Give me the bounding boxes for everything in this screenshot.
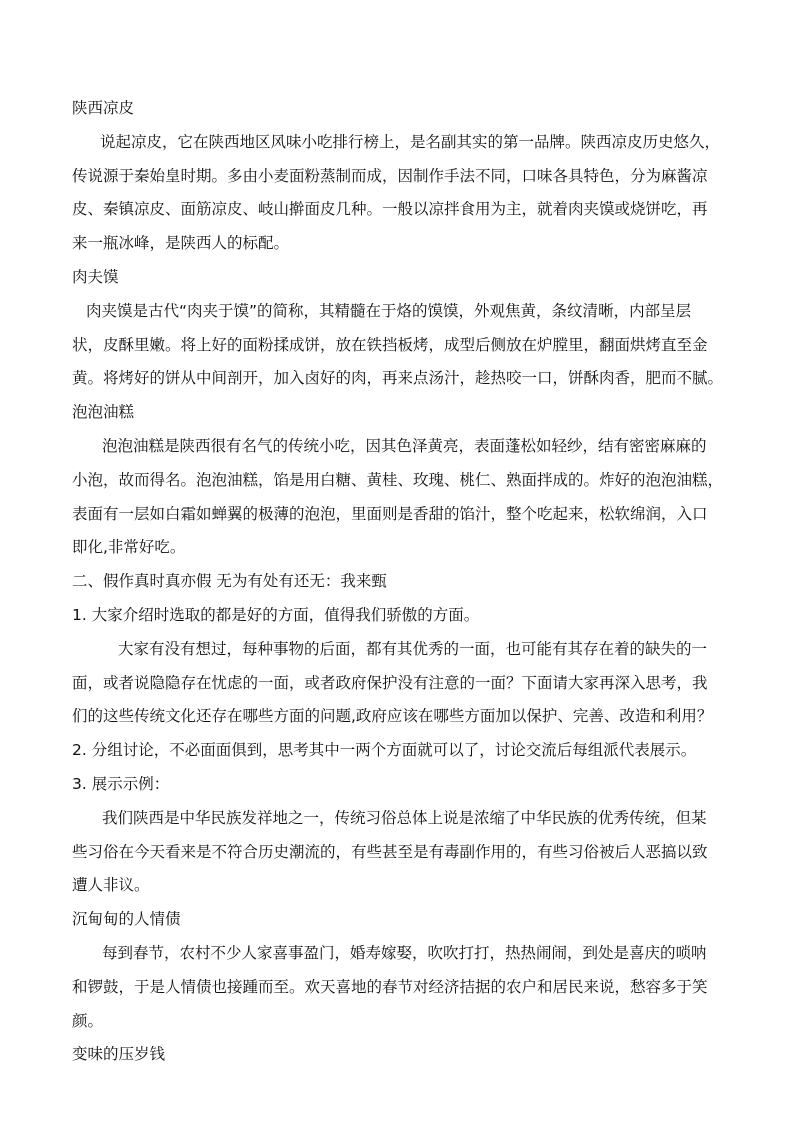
paragraph-line: 来一瓶冰峰，是陕西人的标配。 (72, 234, 290, 253)
section-heading-liangpi: 陕西凉皮 (72, 99, 135, 117)
paragraph-line: 大家有没有想过，每种事物的后面，都有其优秀的一面，也可能有其存在着的缺失的一 (118, 639, 708, 658)
paragraph-line: 颜。 (72, 1011, 104, 1030)
paragraph-line: 面，或者说隐隐存在忧虑的一面，或者政府保护没有注意的一面？下面请大家再深入思考，我 (72, 673, 708, 692)
section-heading-yasuiqian: 变味的压岁钱 (72, 1045, 166, 1064)
list-item-1: 1. 大家介绍时选取的都是好的方面，值得我们骄傲的方面。 (72, 605, 480, 624)
paragraph-line: 黄。将烤好的饼从中间剖开，加入卤好的肉，再来点汤汁，趁热咬一口，饼酥肉香，肥而不腻。 (72, 369, 724, 388)
paragraph-line: 状，皮酥里嫩。将上好的面粉揉成饼，放在铁挡板烤，成型后侧放在炉膛里，翻面烘烤直至金 (72, 335, 708, 354)
paragraph-line: 说起凉皮，它在陕西地区风味小吃排行榜上，是名副其实的第一品牌。陕西凉皮历史悠久， (100, 132, 721, 151)
paragraph-line: 我们陕西是中华民族发祥地之一，传统习俗总体上说是浓缩了中华民族的优秀传统，但某 (102, 808, 707, 827)
paragraph-line: 和锣鼓，于是人情债也接踵而至。欢天喜地的春节对经济拮据的农户和居民来说，愁容多于笑 (72, 977, 708, 996)
paragraph-line: 们的这些传统文化还存在哪些方面的问题,政府应该在哪些方面加以保护、完善、改造和利用？ (72, 707, 713, 726)
part-two-heading: 二、假作真时真亦假 无为有处有还无：我来甄 (72, 572, 387, 591)
list-item-2: 2. 分组讨论，不必面面俱到，思考其中一两个方面就可以了，讨论交流后每组派代表展示。 (72, 741, 697, 760)
document-body (72, 92, 728, 1072)
paragraph-line: 表面有一层如白霜如蝉翼的极薄的泡泡，里面则是香甜的馅汁，整个吃起来，松软绵润，入口 (72, 504, 708, 523)
list-item-3: 3. 展示示例： (72, 774, 170, 793)
paragraph-line: 皮、秦镇凉皮、面筋凉皮、岐山擀面皮几种。一般以凉拌食用为主，就着肉夹馍或烧饼吃，再 (72, 200, 708, 219)
paragraph-line: 泡泡油糕是陕西很有名气的传统小吃，因其色泽黄亮，表面蓬松如轻纱，结有密密麻麻的 (102, 436, 707, 455)
paragraph-line: 遭人非议。 (72, 876, 150, 895)
section-heading-renqingzhai: 沉甸甸的人情债 (72, 910, 181, 929)
paragraph-line: 小泡，故而得名。泡泡油糕，馅是用白糖、黄桂、玫瑰、桃仁、熟面拌成的。炸好的泡泡油糕， (72, 470, 724, 489)
paragraph-line: 传说源于秦始皇时期。多由小麦面粉蒸制而成，因制作手法不同，口味各具特色，分为麻酱凉 (72, 166, 708, 185)
paragraph-line: 些习俗在今天看来是不符合历史潮流的，有些甚至是有毒副作用的，有些习俗被后人恶搞以致 (72, 842, 708, 861)
paragraph-line: 每到春节，农村不少人家喜事盈门，婚寿嫁娶，吹吹打打，热热闹闹，到处是喜庆的唢呐 (102, 943, 707, 962)
section-heading-youcao: 泡泡油糕 (72, 403, 135, 422)
paragraph-line: 肉夹馍是古代“肉夹于馍”的简称，其精髓在于烙的馍馍，外观焦黄，条纹清晰，内部呈层 (86, 301, 692, 320)
paragraph-line: 即化,非常好吃。 (72, 538, 186, 557)
section-heading-roujiamo: 肉夫馍 (72, 267, 119, 286)
